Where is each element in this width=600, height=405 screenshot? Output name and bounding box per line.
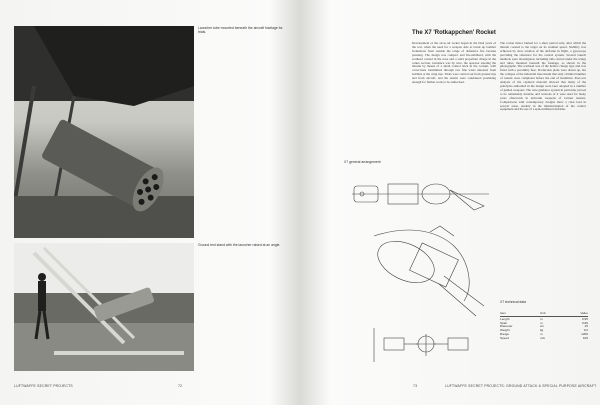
bottom-photo (14, 243, 194, 371)
table-cell: 1200 (581, 331, 588, 336)
table-cell: Weight (500, 328, 510, 333)
body-column-1: Development of the air-to-air rocket began in the final years of the war, when the need for a weapon able to break up bomber formations from outside the range of defensive fire became pressing. The design was compact and fin-stabilised, with the warhead carried in the nose and a solid propellant charge in the centre section. Guidance was by wire, the operator steering the missile by means of a small control stick in the cockpit, with corrections transmitted through two fine wires unreeled from bobbins at the wing tips. Trials were carried out from ground rigs and from aircraft, and the results were considered promising enough for further work to be authorised. (412, 42, 496, 85)
bottom-photo-caption: Ground test stand with the launcher raised at an angle. (198, 243, 281, 247)
table-cell: 9.0 (583, 328, 588, 333)
technical-drawing-svg (344, 166, 496, 376)
technical-data-table (500, 312, 588, 341)
table-cell: Length (500, 316, 510, 321)
table-caption: X7 technical data (500, 300, 527, 304)
table-header-cell: Value (580, 311, 588, 315)
table-header-row (500, 312, 588, 317)
table-cell: m (540, 331, 543, 336)
table-header-cell: Unit (540, 311, 546, 315)
left-page-number: 72 (178, 384, 183, 388)
top-photo (14, 26, 194, 238)
table-cell: kg (540, 328, 544, 333)
bottom-photo-drawing (14, 243, 194, 371)
body-column-2: The rocket motor burned for a short period only, after which the missile coasted to the target on its residual speed. Stability was achieved by slow rotation of the airframe in flight, a gyroscope providing the reference for the control system. Several launch methods were investigated, including rails carried under the wings and tubes mounted beneath the fuselage, as shown in the photographs. The warhead was of the hollow charge type and was fitted with a proximity fuse. Production plans were drawn up, but the collapse of the industrial base meant that only a limited number of rounds were completed before the end of hostilities. Post-war analysis of the captured material showed that many of the principles embodied in the design were later adopted in a number of guided weapons. The wire guidance system in particular proved to be remarkably durable, and versions of it were used for many years afterwards in anti-tank weapons of various nations. Comparisons with contemporary designs show a clear lead in several areas, notably in the miniaturisation of the control equipment and the use of a spin-stabilised airframe. (500, 42, 586, 112)
right-footer: LUFTWAFFE SECRET PROJECTS: GROUND ATTACK & SPECIAL PURPOSE AIRCRAFT (445, 384, 597, 388)
table-cell: m (540, 320, 543, 325)
table-cell: Speed (500, 335, 509, 340)
table-cell: 0.95 (581, 316, 588, 321)
table-cell: 0.60 (581, 320, 588, 325)
table-cell: m/s (540, 335, 545, 340)
figure-caption: X7 general arrangement (344, 160, 381, 164)
table-cell: Span (500, 320, 508, 325)
top-photo-drawing (14, 26, 194, 238)
table-cell: 15 (584, 324, 588, 329)
right-page-number: 73 (413, 384, 418, 388)
left-footer: LUFTWAFFE SECRET PROJECTS (14, 384, 73, 388)
table-cell: Diameter (500, 324, 513, 329)
table-cell: m (540, 316, 543, 321)
table-row (500, 337, 588, 341)
table-cell: 100 (582, 335, 588, 340)
article-title: The X7 'Rotkappchen' Rocket (412, 30, 496, 36)
table-header-cell: Item (500, 311, 507, 315)
technical-drawing (344, 166, 496, 376)
table-cell: Range (500, 331, 510, 336)
top-photo-caption: Launcher tube mounted beneath the aircraft fuselage for trials. (198, 26, 283, 34)
table-cell: cm (540, 324, 545, 329)
